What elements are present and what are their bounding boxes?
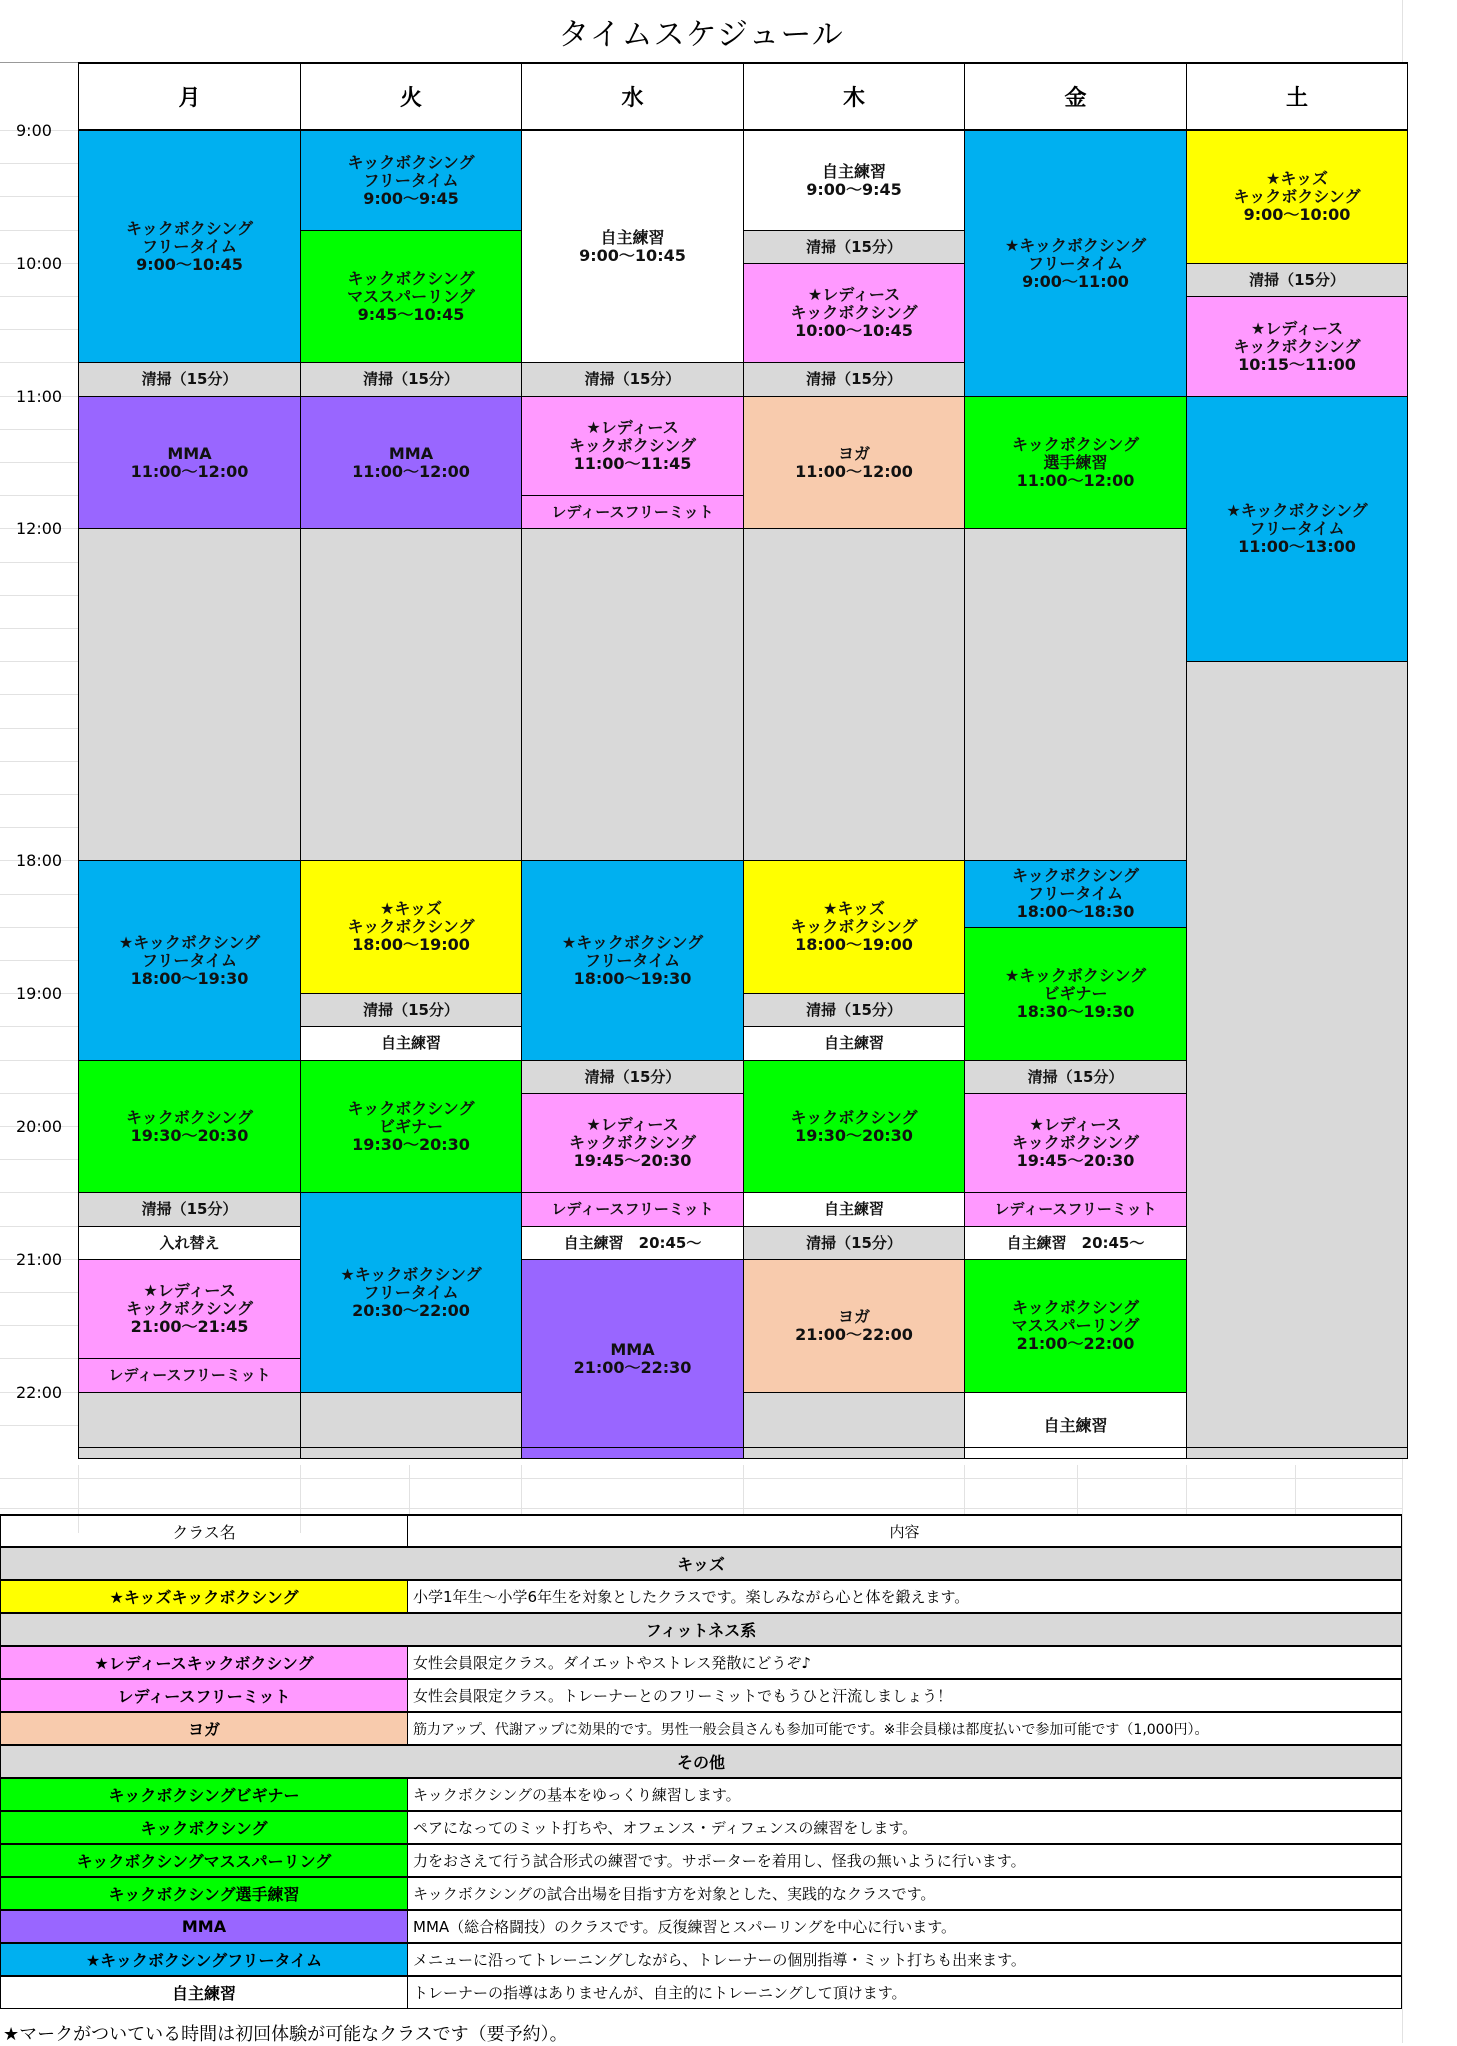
class-cell-text: 20:30～22:00: [352, 1300, 470, 1320]
class-cell-text: フリータイム: [1027, 253, 1124, 273]
time-label: 19:00: [16, 984, 63, 1003]
class-cell-text: ★レディース: [586, 418, 679, 437]
time-row-line: [0, 1292, 78, 1293]
class-cell-text: 18:30～19:30: [1016, 1002, 1135, 1021]
time-row-line: [0, 196, 78, 197]
class-cell: [964, 528, 1187, 861]
class-cell: [964, 396, 1187, 529]
class-cell-text: 21:00～21:45: [130, 1317, 249, 1336]
class-cell-text: 11:00～11:45: [573, 454, 692, 473]
class-cell-text: MMA: [610, 1340, 655, 1359]
class-cell-text: ビギナー: [378, 1116, 443, 1136]
class-cell: [78, 1392, 301, 1459]
class-cell-text: ★キックボクシング: [340, 1264, 482, 1284]
time-row-line: [0, 628, 78, 629]
class-cell-text: キックボクシング: [790, 303, 918, 322]
time-label: 11:00: [16, 387, 63, 406]
class-cell: [1186, 130, 1408, 264]
class-cell: [521, 1192, 744, 1227]
time-row-line: [0, 595, 78, 596]
class-cell-text: 清掃（15分）: [584, 1067, 681, 1086]
legend-class-desc: 小学1年生～小学6年生を対象としたクラスです。楽しみながら心と体を鍛えます。: [408, 1580, 1402, 1613]
class-cell-text: 清掃（15分）: [363, 1000, 459, 1019]
legend-class-desc: MMA（総合格闘技）のクラスです。反復練習とスパーリングを中心に行います。: [408, 1910, 1402, 1943]
class-cell-text: 清掃（15分）: [806, 1000, 902, 1019]
class-cell: [743, 860, 965, 994]
class-cell-text: 11:00～12:00: [352, 461, 470, 481]
class-cell-text: ★キックボクシング: [1004, 235, 1147, 255]
class-cell: [964, 130, 1187, 397]
time-row-line: [0, 462, 78, 463]
legend-header-row: [0, 1514, 1402, 1547]
footnote: ★マークがついている時間は初回体験が可能なクラスです（要予約）。: [3, 2024, 568, 2045]
time-row-line: [0, 362, 78, 363]
class-cell: [743, 1226, 965, 1260]
time-row-line: [0, 1093, 78, 1094]
class-cell-text: フリータイム: [1027, 884, 1124, 903]
time-label: 12:00: [16, 519, 63, 538]
class-cell: [78, 396, 301, 529]
legend-section-header: その他: [0, 1745, 1402, 1778]
time-row-line: [0, 495, 78, 496]
class-cell: [300, 1026, 522, 1061]
class-cell-text: 18:00～19:30: [573, 968, 692, 988]
legend-row: [0, 1943, 1402, 1976]
schedule-bottom-border: [78, 1447, 1407, 1448]
class-cell-text: 自主練習: [1043, 1415, 1108, 1435]
time-row-line: [0, 1192, 78, 1193]
class-cell-text: 清掃（15分）: [806, 1233, 902, 1252]
legend-class-name: キックボクシングマススパーリング: [0, 1844, 408, 1877]
class-cell-text: ★キックボクシング: [1226, 501, 1368, 520]
class-cell: [300, 230, 522, 363]
class-cell: [743, 396, 965, 529]
class-cell: [964, 927, 1187, 1061]
legend-header-name: クラス名: [0, 1514, 408, 1547]
class-cell-text: 18:00～19:00: [352, 935, 470, 954]
class-cell-text: 清掃（15分）: [1249, 270, 1345, 289]
time-row-line: [0, 1425, 78, 1426]
class-cell-text: ★キッズ: [379, 899, 443, 918]
class-cell-text: 11:00～13:00: [1238, 537, 1356, 556]
class-cell-text: 9:45～10:45: [357, 304, 465, 324]
class-cell: [78, 1192, 301, 1227]
class-cell-text: キックボクシング: [126, 1107, 253, 1127]
legend-class-name: ★キックボクシングフリータイム: [0, 1943, 408, 1976]
legend-row: [0, 1910, 1402, 1943]
class-cell-text: ビギナー: [1043, 984, 1108, 1003]
class-cell-text: ★レディース: [1250, 318, 1344, 338]
class-cell-text: ★キックボクシング: [561, 932, 704, 952]
class-cell: [964, 1259, 1187, 1393]
class-cell-text: キックボクシング: [1012, 1298, 1139, 1317]
legend-class-name: レディースフリーミット: [0, 1679, 408, 1712]
class-cell: [743, 1259, 965, 1393]
class-cell-text: 19:30～20:30: [795, 1125, 913, 1145]
class-cell: [964, 1060, 1187, 1094]
class-cell: [300, 1392, 522, 1459]
class-cell-text: キックボクシング: [790, 1107, 918, 1127]
class-cell-text: 10:00～10:45: [795, 321, 913, 340]
legend-row: [0, 1976, 1402, 2009]
legend-header-desc: 内容: [408, 1514, 1402, 1547]
class-cell-text: ★レディース: [143, 1281, 236, 1300]
class-cell-text: ヨガ: [837, 443, 870, 463]
time-row-line: [0, 894, 78, 895]
class-cell-text: レディースフリーミット: [994, 1200, 1157, 1218]
class-cell-text: 18:00～18:30: [1016, 902, 1135, 921]
class-cell-text: 11:00～12:00: [130, 461, 249, 481]
class-cell: [1186, 661, 1408, 1459]
time-row-line: [0, 694, 78, 695]
class-cell: [300, 362, 522, 397]
class-cell-text: 11:00～12:00: [795, 461, 913, 481]
class-cell-text: キックボクシング: [1012, 434, 1139, 454]
class-cell-text: 18:00～19:00: [795, 935, 913, 954]
class-cell-text: 9:00～9:45: [806, 179, 902, 199]
class-cell-text: キックボクシング: [1012, 1133, 1139, 1152]
legend-class-desc: 筋力アップ、代謝アップに効果的です。男性一般会員さんも参加可能です。※非会員様は都度払いで参加可能です（1,000円）。: [408, 1712, 1402, 1745]
time-label: 10:00: [16, 254, 63, 273]
time-label: 9:00: [16, 121, 52, 140]
class-cell: [78, 362, 301, 397]
class-cell-text: 9:00～11:00: [1022, 271, 1129, 291]
class-cell-text: フリータイム: [141, 236, 238, 256]
legend-class-name: ヨガ: [0, 1712, 408, 1745]
class-cell-text: キックボクシング: [347, 1098, 475, 1118]
legend-class-desc: 女性会員限定クラス。トレーナーとのフリーミットでもうひと汗流しましょう！: [408, 1679, 1402, 1712]
day-header: 水: [521, 62, 744, 130]
legend-class-desc: トレーナーの指導はありませんが、自主的にトレーニングして頂けます。: [408, 1976, 1402, 2009]
class-cell-text: 19:45～20:30: [573, 1151, 692, 1170]
time-row-line: [0, 761, 78, 762]
legend-row: [0, 1877, 1402, 1910]
class-cell-text: 清掃（15分）: [806, 237, 902, 256]
class-cell-text: キックボクシング: [569, 1133, 696, 1152]
class-cell-text: レディースフリーミット: [108, 1366, 271, 1384]
class-cell: [78, 1259, 301, 1359]
time-label: 21:00: [16, 1250, 63, 1269]
class-cell-text: キックボクシング: [1233, 336, 1361, 356]
class-cell-text: 清掃（15分）: [806, 370, 902, 388]
page-title: タイムスケジュール: [0, 0, 1402, 63]
time-row-line: [0, 1226, 78, 1227]
class-cell: [78, 1358, 301, 1393]
class-cell: [743, 528, 965, 861]
class-cell-text: フリータイム: [584, 950, 681, 970]
day-header: 土: [1186, 62, 1408, 130]
legend-class-name: 自主練習: [0, 1976, 408, 2009]
time-row-line: [0, 827, 78, 828]
time-label: 20:00: [16, 1117, 63, 1136]
class-cell-text: フリータイム: [1249, 519, 1345, 538]
class-cell-text: 9:00～9:45: [363, 188, 459, 208]
class-cell: [521, 495, 744, 529]
class-cell: [1186, 296, 1408, 397]
class-cell-text: キックボクシング: [347, 152, 475, 172]
class-cell: [521, 860, 744, 1061]
class-cell-text: 19:30～20:30: [130, 1125, 249, 1145]
class-cell-text: ★レディース: [1029, 1115, 1122, 1134]
class-cell-text: MMA: [388, 443, 434, 463]
class-cell-text: 自主練習: [600, 227, 665, 247]
legend-class-desc: ペアになってのミット打ちや、オフェンス・ディフェンスの練習をします。: [408, 1811, 1402, 1844]
class-cell-text: 9:00～10:45: [136, 254, 243, 274]
class-cell-text: キックボクシング: [347, 917, 475, 936]
class-cell: [300, 130, 522, 231]
class-cell-text: キックボクシング: [790, 917, 918, 936]
class-cell-text: キックボクシング: [347, 268, 475, 288]
class-cell-text: 選手練習: [1043, 452, 1108, 472]
class-cell-text: キックボクシング: [126, 1299, 253, 1318]
time-row-line: [0, 329, 78, 330]
class-cell-text: 自主練習: [380, 1034, 441, 1052]
day-header: 木: [743, 62, 965, 130]
time-row-line: [0, 1060, 78, 1061]
day-header: 月: [78, 62, 301, 130]
class-cell: [964, 860, 1187, 928]
class-cell-text: ★キッズ: [1265, 169, 1329, 188]
class-cell-text: 清掃（15分）: [141, 1200, 238, 1218]
grid-row-line: [0, 1478, 1402, 1479]
class-cell: [743, 993, 965, 1027]
class-cell-text: ★レディース: [586, 1115, 679, 1134]
class-cell: [521, 1060, 744, 1094]
time-row-line: [0, 1026, 78, 1027]
class-cell-text: 自主練習: [821, 161, 886, 181]
day-header: 火: [300, 62, 522, 130]
class-cell-text: 清掃（15分）: [1027, 1067, 1124, 1086]
time-row-line: [0, 794, 78, 795]
legend-section-header: フィットネス系: [0, 1613, 1402, 1646]
class-cell: [743, 263, 965, 363]
legend-class-name: キックボクシング選手練習: [0, 1877, 408, 1910]
class-cell: [964, 1392, 1187, 1459]
legend-class-name: キックボクシングビギナー: [0, 1778, 408, 1811]
class-cell-text: 10:15～11:00: [1238, 354, 1356, 374]
class-cell-text: 9:00～10:00: [1243, 205, 1351, 224]
class-cell: [743, 1392, 965, 1459]
time-row-line: [0, 429, 78, 430]
class-cell: [78, 860, 301, 1061]
class-cell-text: レディースフリーミット: [551, 502, 714, 521]
legend-row: [0, 1811, 1402, 1844]
legend-row: [0, 1712, 1402, 1745]
legend-row: [0, 1679, 1402, 1712]
class-cell-text: 18:00～19:30: [130, 968, 249, 988]
time-row-line: [0, 230, 78, 231]
class-cell-text: フリータイム: [141, 950, 238, 970]
class-cell: [964, 1192, 1187, 1227]
class-cell: [743, 1026, 965, 1061]
class-cell: [521, 1226, 744, 1260]
legend-row: [0, 1580, 1402, 1613]
time-row-line: [0, 728, 78, 729]
legend-class-desc: キックボクシングの基本をゆっくり練習します。: [408, 1778, 1402, 1811]
class-cell-text: キックボクシング: [126, 218, 253, 238]
class-cell-text: 19:30～20:30: [352, 1134, 470, 1154]
time-row-line: [0, 562, 78, 563]
time-row-line: [0, 927, 78, 928]
time-label: 22:00: [16, 1383, 63, 1402]
class-cell: [78, 1226, 301, 1260]
class-cell-text: 入れ替え: [159, 1233, 220, 1252]
class-cell-text: 19:45～20:30: [1016, 1151, 1135, 1170]
class-cell: [521, 130, 744, 363]
class-cell-text: キックボクシング: [569, 436, 696, 455]
class-cell-text: MMA: [167, 443, 212, 463]
time-row-line: [0, 661, 78, 662]
legend-class-name: ★レディースキックボクシング: [0, 1646, 408, 1679]
class-cell-text: 11:00～12:00: [1016, 470, 1135, 490]
class-cell: [300, 396, 522, 529]
class-cell: [78, 1060, 301, 1193]
class-cell-text: キックボクシング: [1012, 866, 1139, 885]
legend-class-name: キックボクシング: [0, 1811, 408, 1844]
class-cell-text: フリータイム: [363, 170, 459, 190]
class-cell: [743, 130, 965, 231]
class-cell-text: 自主練習: [823, 1200, 884, 1218]
class-cell-text: 9:00～10:45: [579, 245, 686, 265]
class-cell-text: 清掃（15分）: [584, 370, 681, 388]
class-cell-text: 21:00～22:30: [573, 1358, 692, 1377]
class-cell-text: 21:00～22:00: [795, 1325, 913, 1344]
class-cell-text: レディースフリーミット: [551, 1200, 714, 1218]
class-cell: [743, 1192, 965, 1227]
class-cell-text: ★キックボクシング: [118, 932, 261, 952]
grid-row-line: [0, 1508, 1402, 1509]
legend-section-header: キッズ: [0, 1547, 1402, 1580]
legend-row: [0, 1646, 1402, 1679]
class-cell-text: ★キックボクシング: [1004, 966, 1147, 985]
time-row-line: [0, 1358, 78, 1359]
class-cell-text: ★キッズ: [822, 899, 886, 918]
class-cell-text: マススパーリング: [347, 286, 475, 306]
class-cell: [521, 362, 744, 397]
class-cell-text: 清掃（15分）: [363, 370, 459, 388]
class-cell: [743, 230, 965, 264]
time-row-line: [0, 296, 78, 297]
legend-class-name: ★キッズキックボクシング: [0, 1580, 408, 1613]
class-cell-text: 21:00～22:00: [1016, 1334, 1135, 1353]
class-cell-text: 自主練習 20:45～: [563, 1233, 702, 1252]
class-cell: [78, 528, 301, 861]
class-cell: [521, 528, 744, 861]
legend-class-name: MMA: [0, 1910, 408, 1943]
class-cell: [1186, 396, 1408, 662]
class-cell: [964, 1093, 1187, 1193]
class-cell: [300, 860, 522, 994]
legend-class-desc: キックボクシングの試合出場を目指す方を対象とした、実践的なクラスです。: [408, 1877, 1402, 1910]
class-cell: [964, 1226, 1187, 1260]
legend-row: [0, 1778, 1402, 1811]
time-row-line: [0, 163, 78, 164]
class-cell-text: 自主練習: [823, 1034, 884, 1052]
class-cell: [743, 1060, 965, 1193]
time-row-line: [0, 1159, 78, 1160]
class-cell: [300, 1060, 522, 1193]
legend-class-desc: 女性会員限定クラス。ダイエットやストレス発散にどうぞ♪: [408, 1646, 1402, 1679]
legend-class-desc: メニューに沿ってトレーニングしながら、トレーナーの個別指導・ミット打ちも出来ます。: [408, 1943, 1402, 1976]
class-cell-text: フリータイム: [363, 1282, 459, 1302]
class-cell: [743, 362, 965, 397]
class-cell: [1186, 263, 1408, 297]
class-cell-text: 清掃（15分）: [141, 370, 238, 388]
class-cell: [78, 130, 301, 363]
time-row-line: [0, 1325, 78, 1326]
time-row-line: [0, 960, 78, 961]
class-cell-text: キックボクシング: [1233, 187, 1361, 206]
legend-class-desc: 力をおさえて行う試合形式の練習です。サポーターを着用し、怪我の無いように行います。: [408, 1844, 1402, 1877]
class-cell-text: 自主練習 20:45～: [1006, 1233, 1145, 1252]
class-cell: [300, 993, 522, 1027]
class-cell: [300, 528, 522, 861]
class-cell: [521, 1259, 744, 1459]
time-label: 18:00: [16, 851, 63, 870]
class-cell-text: ヨガ: [837, 1307, 870, 1326]
class-cell: [521, 396, 744, 496]
class-cell: [521, 1093, 744, 1193]
class-cell-text: ★レディース: [807, 285, 901, 304]
day-header: 金: [964, 62, 1187, 130]
legend-row: [0, 1844, 1402, 1877]
class-cell-text: マススパーリング: [1011, 1316, 1140, 1335]
class-cell: [300, 1192, 522, 1393]
